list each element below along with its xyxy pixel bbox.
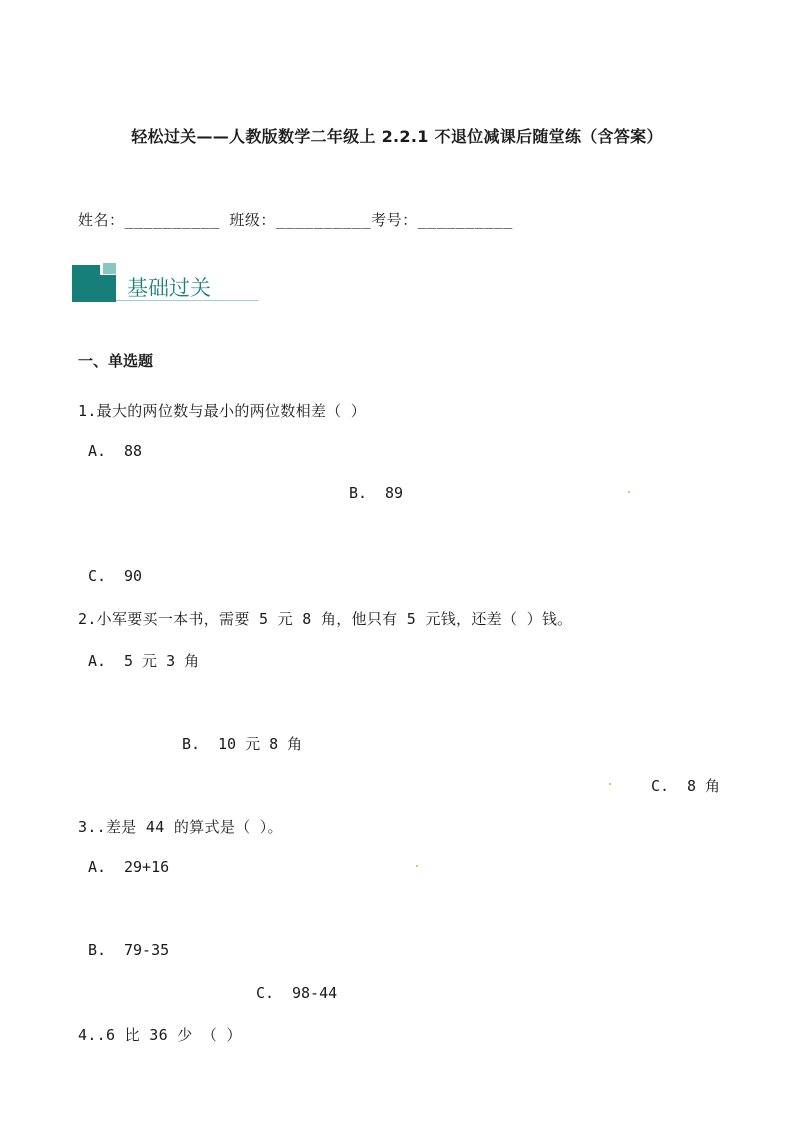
scan-speck	[416, 865, 418, 867]
option-letter: C.	[256, 984, 275, 1002]
question-2-stem: 2.小军要买一本书，需要 5 元 8 角，他只有 5 元钱，还差（ ）钱。	[78, 610, 573, 628]
question-2-option-a	[88, 650, 199, 671]
question-3-stem: 3..差是 44 的算式是（ ）。	[78, 818, 283, 836]
question-2-option-b	[182, 733, 302, 754]
question-1-option-a	[88, 442, 142, 460]
option-letter: A.	[88, 858, 107, 876]
question-3-option-c	[256, 984, 337, 1002]
scan-speck	[628, 491, 630, 493]
question-1-option-c	[88, 567, 142, 585]
question-2-option-c	[651, 775, 720, 796]
option-text: 79-35	[124, 941, 170, 959]
question-4-stem: 4..6 比 36 少 （ ）	[78, 1026, 242, 1044]
option-text: 5 元 3 角	[124, 652, 200, 670]
question-1-stem: 1.最大的两位数与最小的两位数相差（ ）	[78, 402, 367, 420]
section-label: 基础过关	[127, 276, 211, 300]
option-letter: A.	[88, 442, 107, 460]
option-letter: C.	[651, 777, 670, 795]
section-underline	[116, 300, 258, 301]
option-letter: B.	[349, 484, 368, 502]
question-3-option-a	[88, 858, 169, 876]
option-text: 89	[385, 484, 404, 502]
part-title: 一、单选题	[78, 352, 154, 370]
question-1-option-b	[349, 484, 403, 502]
option-letter: B.	[182, 735, 201, 753]
option-letter: C.	[88, 567, 107, 585]
option-letter: B.	[88, 941, 107, 959]
option-text: 88	[124, 442, 143, 460]
option-letter: A.	[88, 652, 107, 670]
student-info-line: 姓名：__________ 班级：__________考号：__________	[78, 211, 513, 229]
scan-speck	[609, 783, 611, 785]
option-text: 98-44	[292, 984, 338, 1002]
option-text: 29+16	[124, 858, 170, 876]
document-title: 轻松过关——人教版数学二年级上 2.2.1 不退位减课后随堂练（含答案）	[131, 127, 663, 146]
option-text: 10 元 8 角	[218, 735, 303, 753]
option-text: 8 角	[687, 777, 721, 795]
question-3-option-b	[88, 941, 169, 959]
option-text: 90	[124, 567, 143, 585]
section-header-accent	[103, 263, 116, 274]
